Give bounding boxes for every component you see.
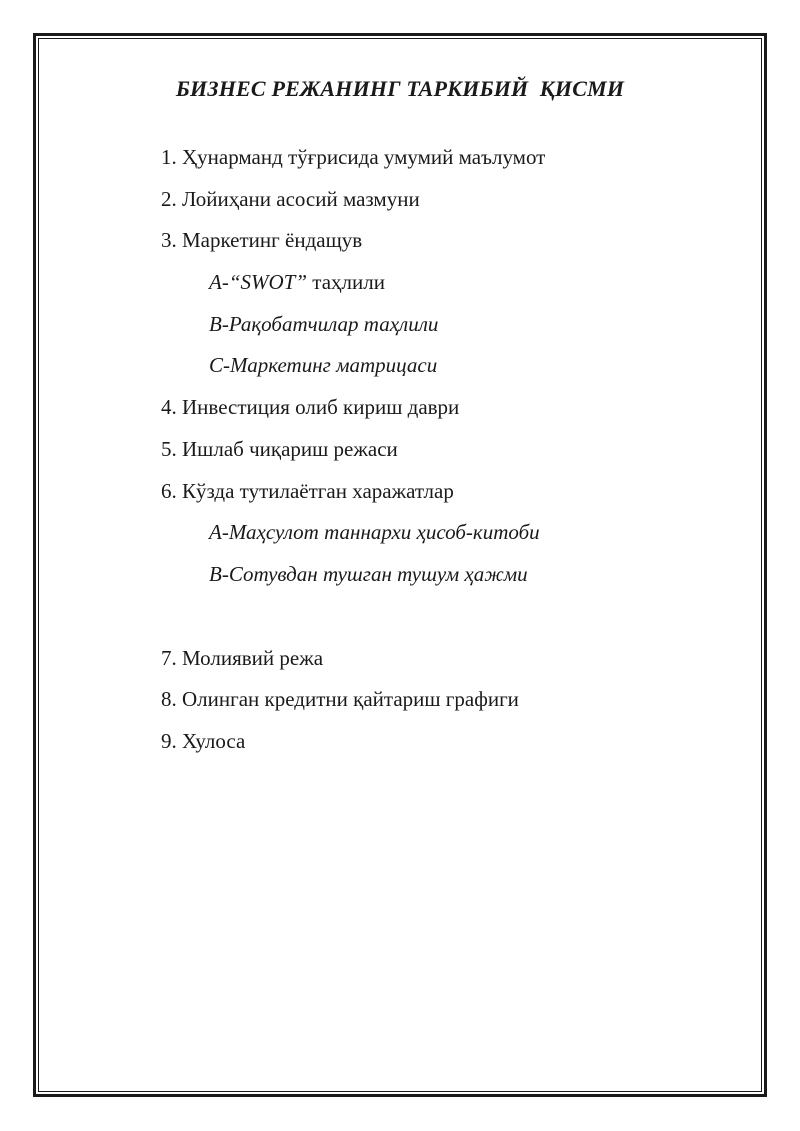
swot-label: А-“SWOT” <box>209 270 308 295</box>
document-title: БИЗНЕС РЕЖАНИНГ ТАРКИБИЙ ҚИСМИ <box>175 76 625 101</box>
swot-suffix: таҳлили <box>307 270 385 295</box>
contents-subitem-6a: А-Маҳсулот таннархи ҳисоб-китоби <box>209 520 540 545</box>
contents-item-2: 2. Лойиҳани асосий мазмуни <box>161 186 420 211</box>
contents-list <box>161 144 545 770</box>
contents-item-6: 6. Кўзда тутилаётган харажатлар <box>161 478 454 503</box>
contents-subitem-3a <box>161 269 545 311</box>
contents-item-4: 4. Инвестиция олиб кириш даври <box>161 395 460 420</box>
contents-item-1: 1. Ҳунарманд тўғрисида умумий маълумот <box>161 145 546 169</box>
contents-item-9: 9. Хулоса <box>161 728 246 753</box>
contents-item-3: 3. Маркетинг ёндащув <box>161 228 363 253</box>
contents-item-5: 5. Ишлаб чиқариш режаси <box>161 436 398 461</box>
contents-item-8: 8. Олинган кредитни қайтариш графиги <box>161 687 519 712</box>
contents-subitem-3c: С-Маркетинг матрицаси <box>209 353 438 378</box>
contents-subitem-3b: В-Рақобатчилар таҳлили <box>209 311 439 336</box>
contents-item-7: 7. Молиявий режа <box>161 645 324 670</box>
contents-subitem-6b: В-Сотувдан тушган тушум ҳажми <box>209 561 528 586</box>
